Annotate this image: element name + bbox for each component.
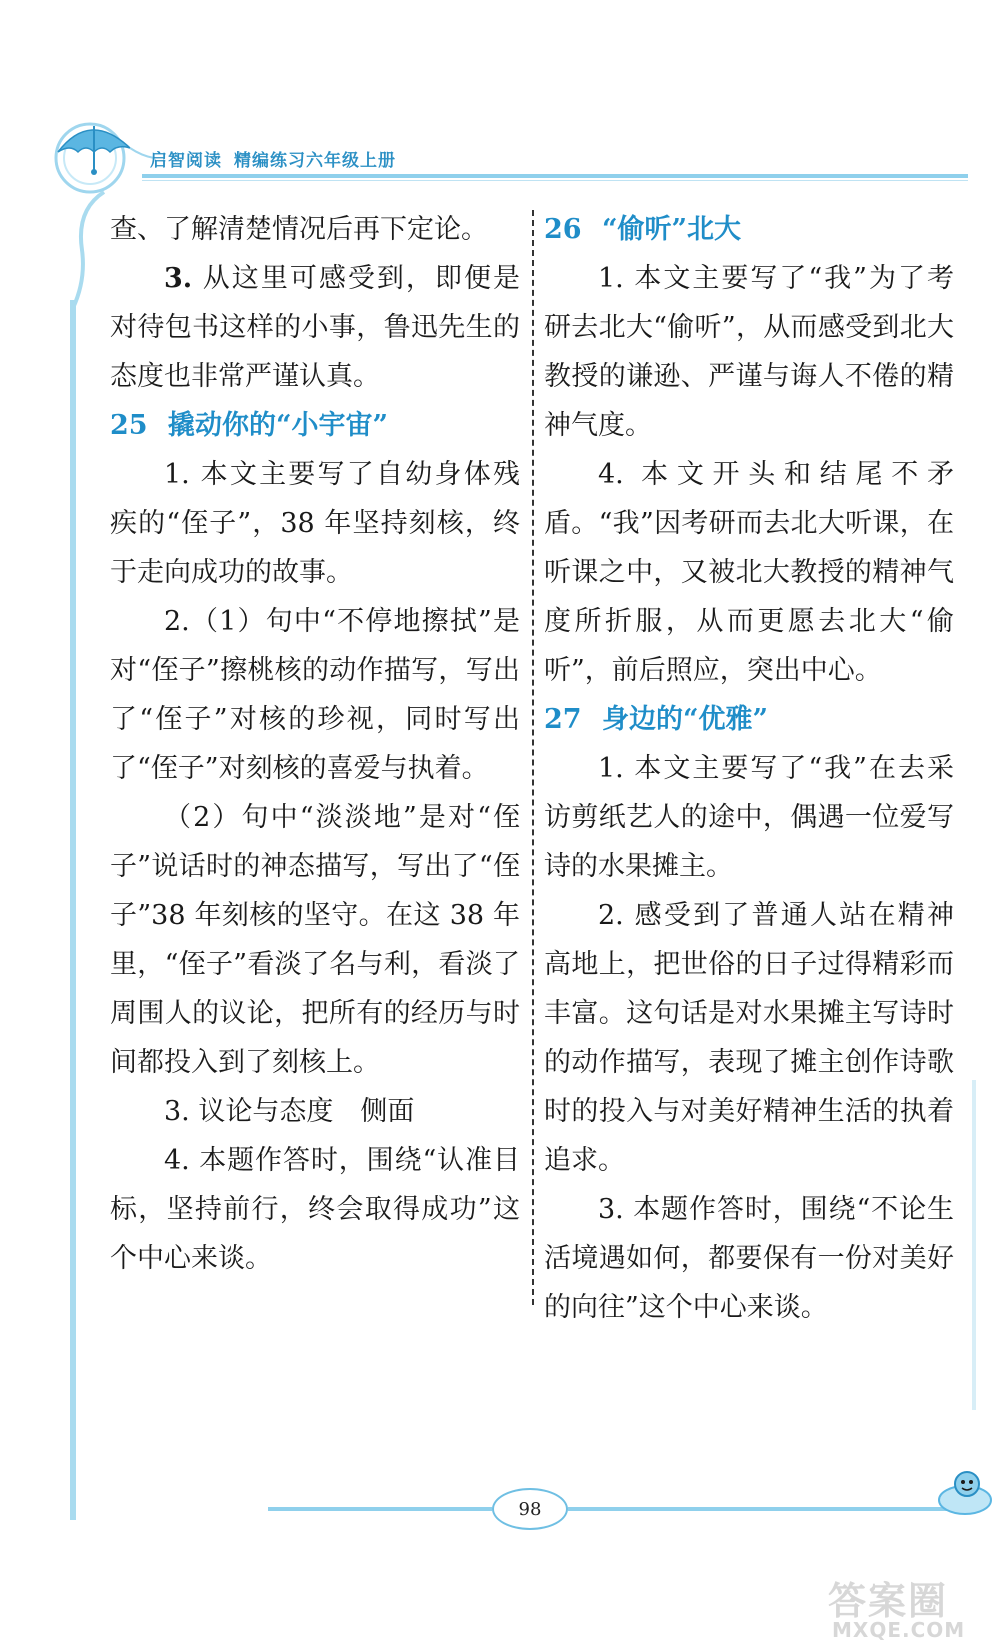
answer-text: 2. 感受到了普通人站在精神高地上，把世俗的日子过得精彩而丰富。这句话是对水果摊主写诗时的动作描写，表现了摊主创作诗歌时的投入与对美好精神生活的执着追求。: [544, 900, 954, 1176]
answer-text: 3. 本题作答时，围绕“不论生活境遇如何，都要保有一份对美好的向往”这个中心来谈。: [544, 1194, 954, 1323]
answer-text: 4. 本文开头和结尾不矛盾。“我”因考研而去北大听课，在听课之中，又被北大教授的精神气度所折服，从而更愿去北大“偷听”，前后照应，突出中心。: [544, 459, 954, 686]
cloud-mascot-icon: [935, 1460, 995, 1520]
answer-paragraph: [110, 254, 520, 401]
section-title: “偷听”北大: [602, 214, 742, 245]
answer-paragraph: [544, 1185, 954, 1332]
umbrella-logo-icon: [38, 100, 158, 200]
answer-text: 3. 议论与态度 侧面: [164, 1096, 415, 1127]
section-title: 身边的“优雅”: [602, 704, 769, 735]
header-rule-thin: [142, 180, 968, 181]
answer-paragraph: [110, 597, 520, 793]
footer-rule-left: [268, 1507, 492, 1511]
footer-rule-right: [568, 1507, 952, 1511]
section-heading: [544, 205, 954, 254]
section-title: 撬动你的“小宇宙”: [168, 410, 389, 441]
left-column: [110, 205, 520, 1283]
header-rule: [142, 174, 968, 178]
section-number: 25: [110, 410, 148, 441]
answer-text: 1. 本文主要写了“我”为了考研去北大“偷听”，从而感受到北大教授的谦逊、严谨与诲人不倦的精神气度。: [544, 263, 954, 441]
page-number-text: 98: [518, 1498, 542, 1520]
left-margin-bar: [70, 300, 76, 1520]
header-subtitle: 精编练习六年级上册: [234, 151, 396, 171]
answer-paragraph: [544, 254, 954, 450]
answer-number: 3.: [164, 263, 193, 294]
answer-text: 1. 本文主要写了“我”在去采访剪纸艺人的途中，偶遇一位爱写诗的水果摊主。: [544, 753, 954, 882]
answer-paragraph: [544, 450, 954, 695]
answer-paragraph: [544, 744, 954, 891]
answer-paragraph: [110, 1136, 520, 1283]
section-number: 27: [544, 704, 582, 735]
answer-text: 查、了解清楚情况后再下定论。: [110, 214, 488, 245]
answer-paragraph: [110, 1087, 520, 1136]
answer-text: 1. 本文主要写了自幼身体残疾的“侄子”，38 年坚持刻核，终于走向成功的故事。: [110, 459, 520, 588]
watermark-logo: 答案圈: [828, 1579, 949, 1623]
answer-paragraph: [110, 793, 520, 1087]
answer-paragraph: [110, 205, 520, 254]
header-series: 启智阅读: [150, 151, 222, 171]
margin-curl-icon: [70, 190, 110, 310]
section-number: 26: [544, 214, 582, 245]
header-title: [150, 146, 396, 171]
answer-paragraph: [544, 891, 954, 1185]
answer-text: 从这里可感受到，即便是对待包书这样的小事，鲁迅先生的态度也非常严谨认真。: [110, 263, 520, 392]
watermark-site: MXQE.COM: [832, 1618, 966, 1642]
section-heading: [544, 695, 954, 744]
page-number: [492, 1488, 568, 1530]
answer-text: 2.（1）句中“不停地擦拭”是对“侄子”擦桃核的动作描写，写出了“侄子”对核的珍视，同时写出了“侄子”对刻核的喜爱与执着。: [110, 606, 520, 784]
column-divider: [532, 210, 534, 1305]
section-heading: [110, 401, 520, 450]
answer-text: （2）句中“淡淡地”是对“侄子”说话时的神态描写，写出了“侄子”38 年刻核的坚守。在这 38 年里，“侄子”看淡了名与利，看淡了周围人的议论，把所有的经历与时间都投入到了刻核上。: [110, 802, 520, 1078]
right-margin-bar: [972, 1080, 976, 1410]
answer-paragraph: [110, 450, 520, 597]
answer-text: 4. 本题作答时，围绕“认准目标，坚持前行，终会取得成功”这个中心来谈。: [110, 1145, 520, 1274]
right-column: [544, 205, 954, 1332]
